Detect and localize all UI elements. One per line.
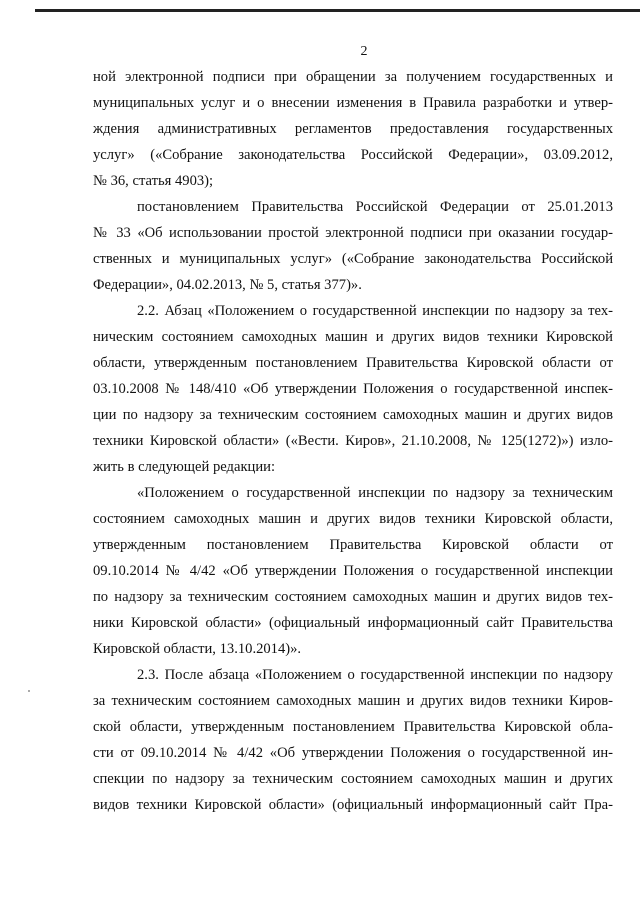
text-line: ской области, утвержденным постановлением Правительства Кировской обла- bbox=[93, 719, 613, 735]
page-number: 2 bbox=[360, 44, 368, 59]
text-line: сти от 09.10.2014 № 4/42 «Об утверждении Положения о государственной ин- bbox=[93, 745, 613, 761]
text-line: спекции по надзору за техническим состоянием самоходных машин и других bbox=[93, 771, 613, 787]
text-line: № 36, статья 4903); bbox=[93, 173, 214, 189]
text-line: 03.10.2008 № 148/410 «Об утверждении Положения о государственной инспек- bbox=[93, 381, 613, 397]
text-line: 2.3. После абзаца «Положением о государственной инспекции по надзору bbox=[137, 667, 613, 683]
text-line: «Положением о государственной инспекции по надзору за техническим bbox=[137, 485, 613, 501]
text-line: техники Кировской области» («Вести. Киров», 21.10.2008, № 125(1272)») изло- bbox=[93, 433, 613, 449]
text-line: ственных и муниципальных услуг» («Собрание законодательства Российской bbox=[93, 251, 613, 267]
text-line: постановлением Правительства Российской Федерации от 25.01.2013 bbox=[137, 199, 613, 215]
text-line: по надзору за техническим состоянием самоходных машин и других видов тех- bbox=[93, 589, 613, 605]
text-line: услуг» («Собрание законодательства Российской Федерации», 03.09.2012, bbox=[93, 147, 613, 163]
text-line: состоянием самоходных машин и других видов техники Кировской области, bbox=[93, 511, 613, 527]
text-line: ции по надзору за техническим состоянием самоходных машин и других видов bbox=[93, 407, 613, 423]
text-line: ждения административных регламентов предоставления государственных bbox=[93, 121, 613, 137]
text-line: за техническим состоянием самоходных машин и других видов техники Киров- bbox=[93, 693, 613, 709]
scan-speck bbox=[28, 690, 30, 692]
text-line: № 33 «Об использовании простой электронной подписи при оказании государ- bbox=[93, 225, 613, 241]
text-line: ническим состоянием самоходных машин и других видов техники Кировской bbox=[93, 329, 613, 345]
text-line: жить в следующей редакции: bbox=[93, 459, 276, 475]
text-line: 2.2. Абзац «Положением о государственной инспекции по надзору за тех- bbox=[137, 303, 613, 319]
text-line: Федерации», 04.02.2013, № 5, статья 377)». bbox=[93, 277, 362, 293]
text-line: утвержденным постановлением Правительства Кировской области от bbox=[93, 537, 613, 553]
text-line: видов техники Кировской области» (официальный информационный сайт Пра- bbox=[93, 797, 613, 813]
text-line: муниципальных услуг и о внесении изменения в Правила разработки и утвер- bbox=[93, 95, 613, 111]
text-line: ники Кировской области» (официальный информационный сайт Правительства bbox=[93, 615, 613, 631]
text-line: 09.10.2014 № 4/42 «Об утверждении Положения о государственной инспекции bbox=[93, 563, 613, 579]
text-line: Кировской области, 13.10.2014)». bbox=[93, 641, 302, 657]
text-line: ной электронной подписи при обращении за получением государственных и bbox=[93, 69, 613, 85]
top-border-line bbox=[35, 9, 640, 12]
text-line: области, утвержденным постановлением Правительства Кировской области от bbox=[93, 355, 613, 371]
